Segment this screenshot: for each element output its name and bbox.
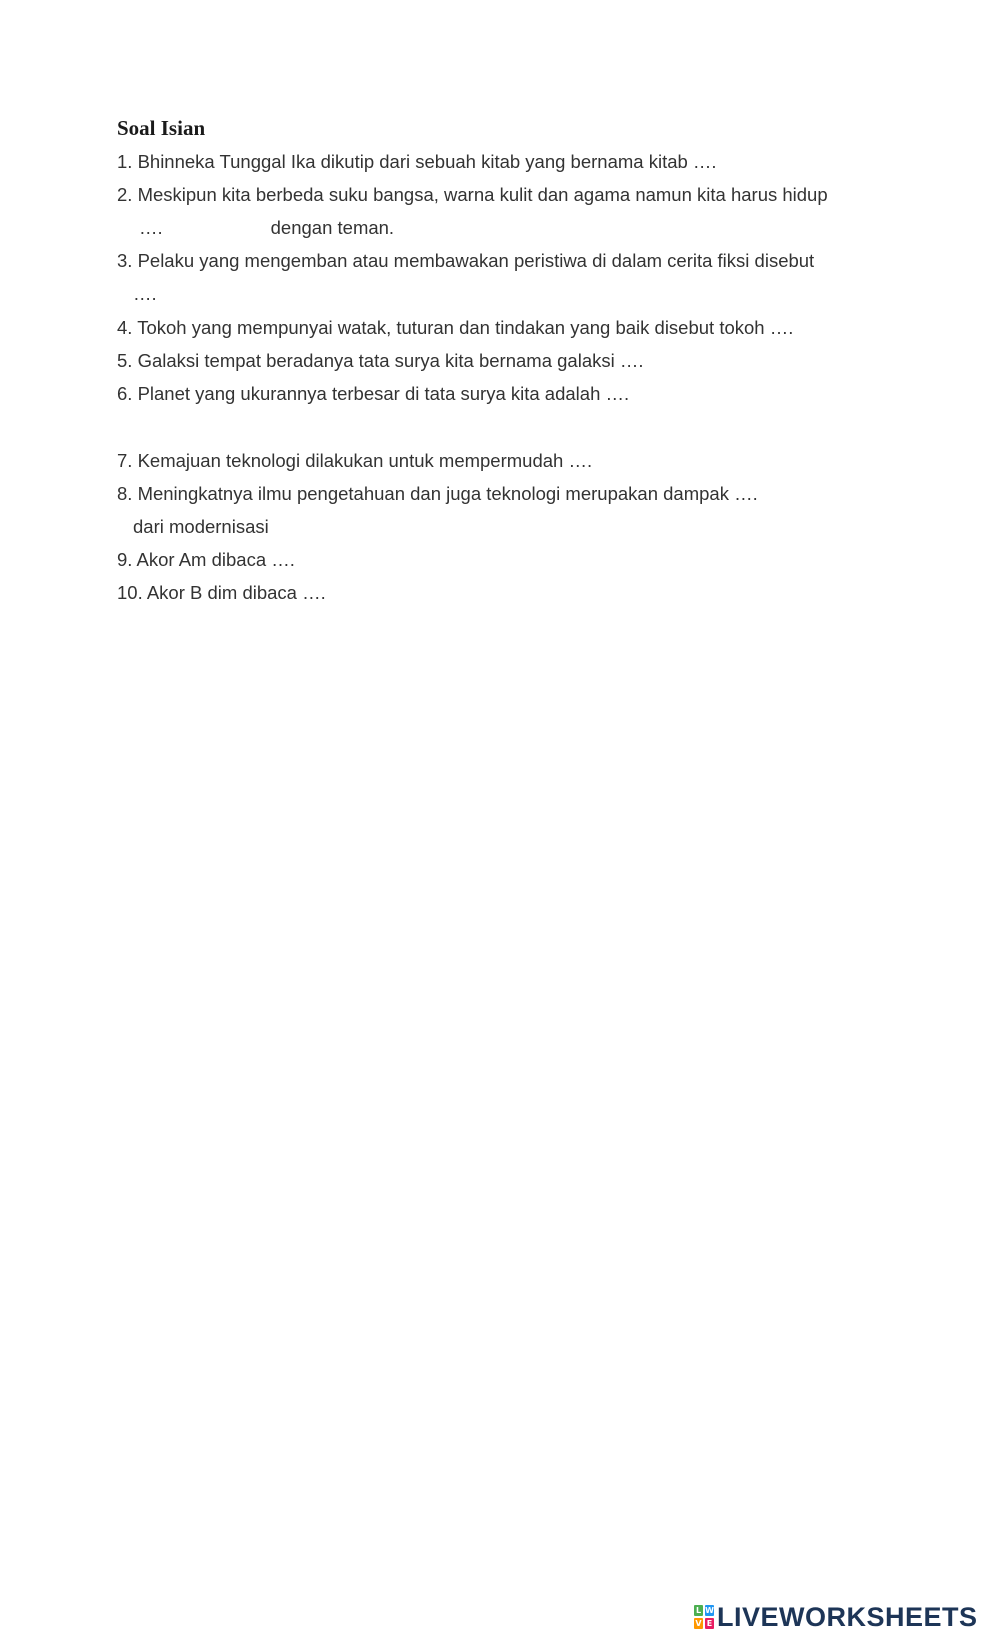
question-1: 1. Bhinneka Tunggal Ika dikutip dari sebuah kitab yang bernama kitab ….	[117, 151, 717, 172]
liveworksheets-brand-text: LIVEWORKSHEETS	[717, 1602, 978, 1632]
page-title: Soal Isian	[117, 116, 206, 140]
liveworksheets-logo	[694, 1603, 978, 1631]
logo-tile: V	[695, 1618, 702, 1628]
logo-tile: L	[695, 1605, 702, 1615]
question-3-continuation: ….	[133, 283, 157, 304]
question-2-blank: ….	[139, 217, 163, 238]
question-6: 6. Planet yang ukurannya terbesar di tata surya kita adalah ….	[117, 383, 630, 404]
question-8-continuation: dari modernisasi	[133, 516, 269, 537]
question-4: 4. Tokoh yang mempunyai watak, tuturan dan tindakan yang baik disebut tokoh ….	[117, 317, 794, 338]
logo-tile: W	[705, 1605, 714, 1615]
question-2-rest: dengan teman.	[270, 217, 395, 238]
question-2: 2. Meskipun kita berbeda suku bangsa, warna kulit dan agama namun kita harus hidup	[117, 184, 828, 205]
question-7: 7. Kemajuan teknologi dilakukan untuk mempermudah ….	[117, 450, 593, 471]
question-5: 5. Galaksi tempat beradanya tata surya kita bernama galaksi ….	[117, 350, 644, 371]
question-2-continuation	[139, 217, 394, 239]
question-10: 10. Akor B dim dibaca ….	[117, 582, 326, 603]
liveworksheets-logo-icon	[694, 1605, 714, 1630]
question-8: 8. Meningkatnya ilmu pengetahuan dan juga teknologi merupakan dampak ….	[117, 483, 758, 504]
question-9: 9. Akor Am dibaca ….	[117, 549, 295, 570]
logo-tile: E	[706, 1618, 713, 1628]
question-3: 3. Pelaku yang mengemban atau membawakan peristiwa di dalam cerita fiksi disebut	[117, 250, 815, 271]
